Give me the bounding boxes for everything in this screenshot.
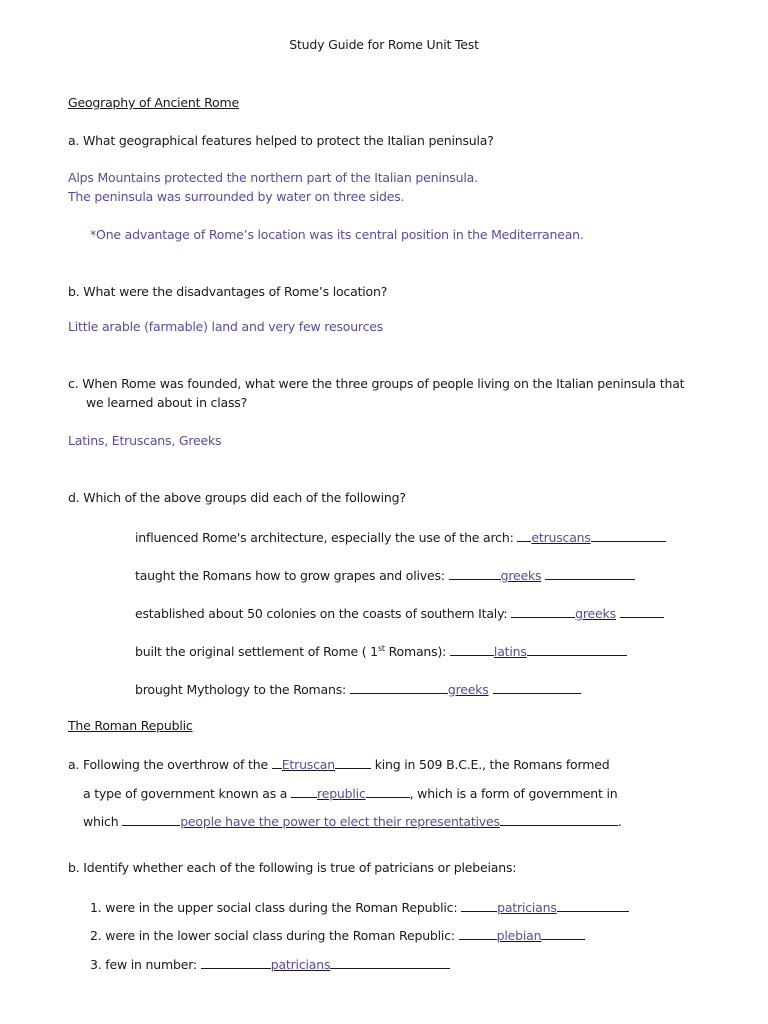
d-item-2 [135, 566, 635, 584]
b-item-1-answer: patricians [497, 900, 557, 915]
d-item-3 [135, 604, 664, 622]
republic-answer-definition: people have the power to elect their representatives [180, 814, 500, 829]
republic-a-line3 [83, 812, 622, 830]
question-d: d. Which of the above groups did each of the following? [68, 490, 406, 505]
blank [122, 812, 180, 826]
b-item-3 [90, 955, 450, 973]
b-item-3-prompt: 3. few in number: [90, 957, 201, 972]
blank [541, 926, 585, 940]
republic-a-line1-end: king in 509 B.C.E., the Romans formed [370, 757, 610, 772]
d-item-5-answer: greeks [447, 682, 489, 697]
answer-a-note: *One advantage of Rome’s location was its central position in the Mediterranean. [90, 227, 584, 242]
blank [459, 926, 497, 940]
blank [272, 755, 282, 769]
republic-a-line2 [83, 784, 617, 802]
d-item-2-prompt: taught the Romans how to grow grapes and olives: [135, 568, 449, 583]
d-item-1-prompt: influenced Rome's architecture, especially the use of the arch: [135, 530, 518, 545]
blank [517, 528, 531, 542]
blank [493, 680, 581, 694]
answer-a-line2: The peninsula was surrounded by water on three sides. [68, 189, 405, 204]
blank [291, 784, 317, 798]
section-heading-geography: Geography of Ancient Rome [68, 95, 239, 110]
blank [461, 898, 497, 912]
answer-a-line1: Alps Mountains protected the northern part of the Italian peninsula. [68, 170, 478, 185]
question-c-line1: c. When Rome was founded, what were the three groups of people living on the Italian peninsula that [68, 376, 685, 391]
question-c-line2: we learned about in class? [86, 395, 248, 410]
answer-b: Little arable (farmable) land and very few resources [68, 319, 384, 334]
d-item-5-prompt: brought Mythology to the Romans: [135, 682, 350, 697]
republic-a-line2-end: , which is a form of government in [409, 786, 618, 801]
republic-a-line1 [68, 755, 609, 773]
b-item-1-prompt: 1. were in the upper social class during the Roman Republic: [90, 900, 462, 915]
d-item-4-answer: latins [493, 644, 527, 659]
blank [350, 680, 448, 694]
blank [545, 566, 635, 580]
blank [527, 642, 627, 656]
b-item-3-answer: patricians [270, 957, 331, 972]
republic-a-line3-end: . [617, 814, 622, 829]
d-item-4 [135, 642, 627, 660]
d-item-3-answer: greeks [575, 606, 616, 621]
d-item-4-prompt-a: built the original settlement of Rome ( 1 [135, 644, 378, 659]
blank [335, 755, 371, 769]
blank [511, 604, 575, 618]
republic-a-line3-text: which [83, 814, 123, 829]
blank [449, 566, 501, 580]
republic-a-line2-text: a type of government known as a [83, 786, 292, 801]
answer-c: Latins, Etruscans, Greeks [68, 433, 222, 448]
page-title: Study Guide for Rome Unit Test [289, 37, 479, 52]
section-heading-republic: The Roman Republic [68, 718, 193, 733]
blank [620, 604, 664, 618]
b-item-2 [90, 926, 585, 944]
blank [330, 955, 450, 969]
republic-answer-etruscan: Etruscan [281, 757, 335, 772]
d-item-1-answer: etruscans [531, 530, 591, 545]
question-b: b. What were the disadvantages of Rome’s location? [68, 284, 388, 299]
d-item-5 [135, 680, 581, 698]
republic-answer-republic: republic [317, 786, 366, 801]
d-item-4-prompt-b: Romans): [384, 644, 450, 659]
blank [500, 812, 618, 826]
republic-a-line1-text: a. Following the overthrow of the [68, 757, 272, 772]
d-item-2-answer: greeks [500, 568, 542, 583]
blank [591, 528, 666, 542]
b-item-1 [90, 898, 629, 916]
b-item-2-prompt: 2. were in the lower social class during the Roman Republic: [90, 928, 459, 943]
d-item-3-prompt: established about 50 colonies on the coasts of southern Italy: [135, 606, 512, 621]
b-item-2-answer: plebian [496, 928, 542, 943]
republic-question-b: b. Identify whether each of the following is true of patricians or plebeians: [68, 860, 517, 875]
d-item-1 [135, 528, 666, 546]
d-item-4-sup: st [377, 644, 385, 653]
blank [557, 898, 629, 912]
blank [366, 784, 410, 798]
question-a: a. What geographical features helped to protect the Italian peninsula? [68, 133, 494, 148]
blank [201, 955, 271, 969]
blank [450, 642, 494, 656]
